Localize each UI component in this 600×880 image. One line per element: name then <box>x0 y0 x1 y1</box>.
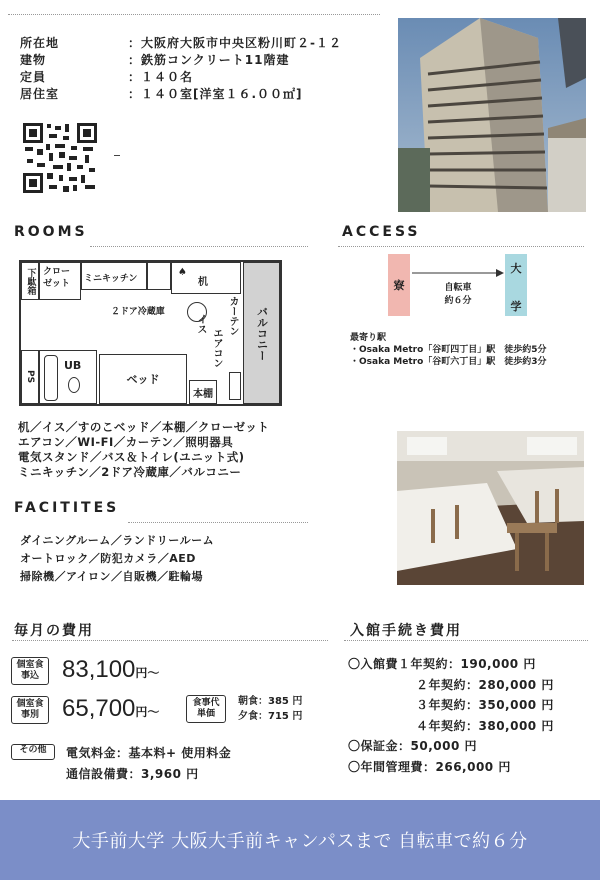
facilities-rule <box>128 522 308 523</box>
university-box <box>505 254 527 316</box>
fridge-label: ２ドア冷蔵庫 <box>111 307 165 317</box>
curtain-label: カーテン <box>227 296 238 336</box>
nearest-title: 最寄り駅 <box>350 333 387 343</box>
desk-label: 机 <box>198 277 208 288</box>
info-label: 所在地 <box>20 36 60 50</box>
shoe-box: 下駄箱 <box>21 262 39 300</box>
mini-kitchen: ミニキッチン <box>81 262 147 290</box>
info-value: ：１４０室[洋室１６.００㎡] <box>128 87 303 101</box>
info-label: 居住室 <box>20 87 60 101</box>
top-rule <box>8 14 380 15</box>
station-line: ・Osaka Metro「谷町六丁目」駅 徒歩約3分 <box>350 357 547 367</box>
unit-bath-label: UB <box>64 359 82 372</box>
bathtub <box>44 355 58 401</box>
amenity-line: 電気スタンド／バス＆トイレ(ユニット式) <box>18 450 245 464</box>
university-bottom: 学 <box>510 300 522 313</box>
dash-mark <box>114 155 120 156</box>
facilities-title: FACITITES <box>14 500 120 516</box>
nearest-stations <box>350 332 547 368</box>
lamp-icon: ♠ <box>178 267 187 278</box>
amenity-line: エアコン／WI-FI／カーテン／照明器具 <box>18 435 234 449</box>
breakfast-price: 朝食：385 円 <box>238 696 303 707</box>
station-line: ・Osaka Metro「谷町四丁目」駅 徒歩約5分 <box>350 345 547 355</box>
desk <box>171 262 241 294</box>
other-fees <box>66 743 231 785</box>
entry-line: 〇入館費１年契約：190,000 円 <box>348 657 536 671</box>
meal-prices <box>238 694 302 724</box>
bed: ベッド <box>99 354 187 404</box>
dinner-price: 夕食：715 円 <box>238 711 303 722</box>
entry-title: 入館手続き費用 <box>350 623 462 639</box>
pipe-space: PS <box>21 350 39 404</box>
university-top: 大 <box>510 262 522 275</box>
facility-line: オートロック／防犯カメラ／AED <box>20 552 196 565</box>
toilet <box>68 377 80 393</box>
plan2-unit: 円～ <box>135 705 160 719</box>
plan1-unit: 円～ <box>135 666 160 680</box>
footer-banner: 大手前大学 大阪大手前キャンパスまで 自転車で約６分 <box>0 800 600 880</box>
other-tag: その他 <box>11 744 55 760</box>
access-mode: 自転車 <box>444 283 472 293</box>
other-line: 通信設備費：3,960 円 <box>66 767 199 781</box>
entry-line: ２年契約：280,000 円 <box>416 677 554 692</box>
amenity-line: 机／イス／すのこベッド／本棚／クローゼット <box>18 420 270 434</box>
floor-plan <box>19 260 282 406</box>
aircon-label: エアコン <box>211 328 222 368</box>
access-title: ACCESS <box>342 224 421 240</box>
plan2-price: 65,700 <box>62 695 136 722</box>
plan2-tag: 個室食事別 <box>11 696 49 724</box>
plan1-tag: 個室食事込 <box>11 657 49 685</box>
facility-line: 掃除機／アイロン／自販機／駐輪場 <box>20 570 204 583</box>
info-label: 定員 <box>20 70 47 84</box>
monthly-title: 毎月の費用 <box>14 623 94 639</box>
info-value: ：１４０名 <box>128 70 194 84</box>
other-line: 電気料金：基本料+ 使用料金 <box>66 746 232 760</box>
meal-tag: 食事代単価 <box>186 695 226 723</box>
arrow-right-icon <box>412 268 504 278</box>
room-amenities <box>18 420 269 480</box>
info-value: ：鉄筋コンクリート11階建 <box>128 53 290 67</box>
info-label: 建物 <box>20 53 47 67</box>
chair-label: イス <box>195 314 206 334</box>
plan1-price: 83,100 <box>62 656 136 683</box>
entry-rule <box>344 640 588 641</box>
facility-line: ダイニングルーム／ランドリールーム <box>20 534 215 547</box>
entry-line: ３年契約：350,000 円 <box>416 698 554 712</box>
closet: クローゼット <box>39 262 81 300</box>
rooms-title: ROOMS <box>14 224 88 240</box>
bookshelf: 本棚 <box>189 380 217 404</box>
monthly-rule <box>12 640 328 641</box>
unit-bath <box>39 350 97 404</box>
amenity-line: ミニキッチン／2ドア冷蔵庫／バルコニー <box>18 465 242 479</box>
info-value: ：大阪府大阪市中央区粉川町２-１２ <box>128 36 342 50</box>
qr-code[interactable] <box>22 122 98 194</box>
access-rule <box>338 246 584 247</box>
balcony: バルコニー <box>243 262 280 404</box>
entry-line: 〇保証金：50,000 円 <box>348 739 477 753</box>
access-time: 約６分 <box>444 296 472 306</box>
access-route <box>412 282 504 308</box>
plan1-price-row <box>62 656 159 684</box>
facilities-list <box>20 532 214 586</box>
entry-line: ４年契約：380,000 円 <box>416 718 554 733</box>
entry-line: 〇年間管理費：266,000 円 <box>348 759 511 774</box>
building-photo <box>398 18 586 212</box>
kitchen-cabinet <box>147 262 171 290</box>
dorm-box: 寮 <box>388 254 410 316</box>
rooms-rule <box>90 246 308 247</box>
plan2-price-row <box>62 695 159 723</box>
entry-fees <box>348 654 554 777</box>
building-info <box>20 34 380 102</box>
dining-room-photo <box>397 431 584 585</box>
aircon-unit <box>229 372 241 400</box>
